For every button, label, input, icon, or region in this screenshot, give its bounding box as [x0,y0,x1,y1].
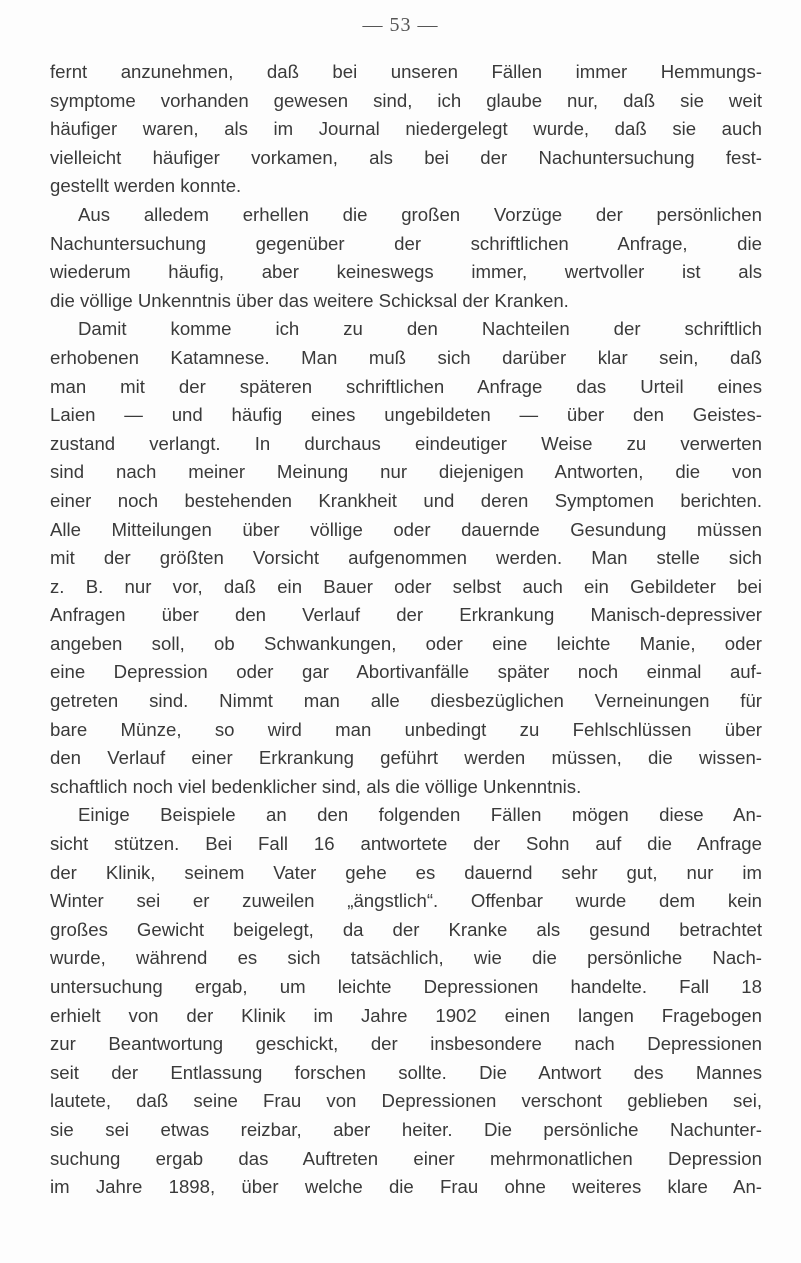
text-line: vielleicht häufiger vorkamen, als bei der Nachuntersuchung fest- [50,146,762,168]
text-line: zur Beantwortung geschickt, der insbesondere nach Depressionen [50,1033,762,1055]
text-line: eine Depression oder gar Abortivanfälle später noch einmal auf- [50,661,762,683]
text-line: großes Gewicht beigelegt, da der Kranke als gesund betrachtet [50,918,762,940]
text-line: Einige Beispiele an den folgenden Fällen mögen diese An- [78,804,762,826]
paragraph-3 [50,315,762,801]
text-line: erhielt von der Klinik im Jahre 1902 einen langen Fragebogen [50,1004,762,1026]
text-line: Damit komme ich zu den Nachteilen der schriftlich [78,318,762,340]
text-line: der Klinik, seinem Vater gehe es dauernd sehr gut, nur im [50,861,762,883]
text-line: häufiger waren, als im Journal niedergelegt wurde, daß sie auch [50,118,762,140]
paragraph-4 [50,801,762,1201]
text-line: sicht stützen. Bei Fall 16 antwortete der Sohn auf die Anfrage [50,833,762,855]
text-line: Laien — und häufig eines ungebildeten — über den Geistes- [50,404,762,426]
text-line: suchung ergab das Auftreten einer mehrmonatlichen Depression [50,1147,762,1169]
text-line: wiederum häufig, aber keineswegs immer, wertvoller ist als [50,261,762,283]
text-line: fernt anzunehmen, daß bei unseren Fällen immer Hemmungs- [50,61,762,82]
text-line: im Jahre 1898, über welche die Frau ohne weiteres klare An- [50,1176,762,1198]
text-line: einer noch bestehenden Krankheit und deren Symptomen berichten. [50,489,762,511]
text-line: wurde, während es sich tatsächlich, wie die persönliche Nach- [50,947,762,969]
text-line: seit der Entlassung forschen sollte. Die Antwort des Mannes [50,1061,762,1083]
text-line: symptome vorhanden gewesen sind, ich glaube nur, daß sie weit [50,89,762,111]
text-line: zustand verlangt. In durchaus eindeutiger Weise zu verwerten [50,432,762,454]
text-line: angeben soll, ob Schwankungen, oder eine leichte Manie, oder [50,632,762,654]
paragraph-2 [50,201,762,315]
text-line: gestellt werden konnte. [50,175,242,197]
text-line: getreten sind. Nimmt man alle diesbezüglichen Verneinungen für [50,690,762,712]
text-line: z. B. nur vor, daß ein Bauer oder selbst auch ein Gebildeter bei [50,575,762,597]
text-line: untersuchung ergab, um leichte Depressionen handelte. Fall 18 [50,976,762,997]
text-line: den Verlauf einer Erkrankung geführt werden müssen, die wissen- [50,747,762,769]
text-line: Aus alledem erhellen die großen Vorzüge der persönlichen [78,203,762,225]
text-line: Winter sei er zuweilen „ängstlich“. Offenbar wurde dem kein [50,890,762,912]
text-line: sie sei etwas reizbar, aber heiter. Die persönliche Nachunter- [50,1118,762,1140]
text-line: sind nach meiner Meinung nur diejenigen Antworten, die von [50,461,762,483]
text-line: lautete, daß seine Frau von Depressionen verschont geblieben sei, [50,1090,762,1112]
page-number: — 53 — [362,14,439,36]
text-line: Anfragen über den Verlauf der Erkrankung Manisch-depressiver [50,604,762,626]
text-line: Nachuntersuchung gegenüber der schriftlichen Anfrage, die [50,232,762,254]
paragraph-1 [50,58,762,201]
body-text [50,58,762,1202]
text-line: mit der größten Vorsicht aufgenommen werden. Man stelle sich [50,547,762,569]
text-line: man mit der späteren schriftlichen Anfrage das Urteil eines [50,375,762,397]
text-line: schaftlich noch viel bedenklicher sind, als die völlige Unkenntnis. [50,775,582,797]
text-line: Alle Mitteilungen über völlige oder dauernde Gesundung müssen [50,518,762,540]
text-line: bare Münze, so wird man unbedingt zu Fehlschlüssen über [50,718,762,740]
text-line: erhobenen Katamnese. Man muß sich darüber klar sein, daß [50,346,762,368]
text-line: die völlige Unkenntnis über das weitere Schicksal der Kranken. [50,289,569,311]
